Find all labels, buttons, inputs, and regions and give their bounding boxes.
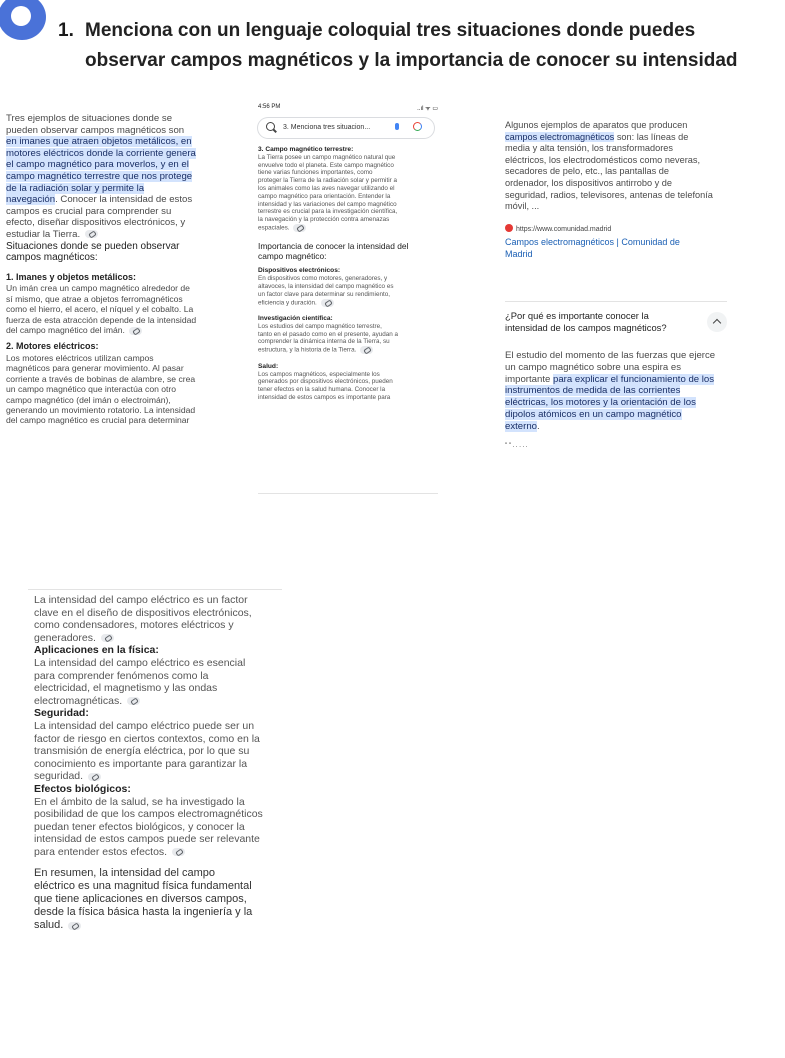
status-time: 4:56 PM bbox=[258, 104, 281, 110]
text-line: sí mismo, que atrae a objetos ferromagnéticos bbox=[6, 293, 183, 304]
text-span: electromagnéticas. bbox=[34, 694, 123, 707]
search-input[interactable]: 3. Menciona tres situacion... bbox=[283, 124, 371, 131]
source-link[interactable]: Campos electromagnéticos | Comunidad de bbox=[505, 237, 680, 248]
text-line: factor de riesgo en ciertos contextos, como en la bbox=[34, 732, 260, 745]
text-line: un campo magnético que interactúa con otro bbox=[6, 384, 177, 395]
text-span: . bbox=[537, 420, 540, 432]
text-line: altavoces, la intensidad del campo magnético es bbox=[258, 283, 394, 291]
text-span: son: las líneas de bbox=[614, 131, 689, 142]
text-line: efecto, diseñar dispositivos electrónicos, y bbox=[6, 217, 186, 229]
link-chip-icon[interactable] bbox=[360, 346, 373, 354]
phone-content bbox=[258, 146, 436, 402]
summary-paragraph bbox=[34, 867, 279, 932]
divider bbox=[28, 589, 282, 590]
section-heading: Aplicaciones en la física: bbox=[34, 644, 159, 657]
left-answer-panel bbox=[6, 113, 226, 426]
link-chip-icon[interactable] bbox=[68, 922, 81, 930]
text-line: como el hierro, el acero, el níquel y el cobalto. La bbox=[6, 304, 194, 315]
text-line: posibilidad de que los campos electromagnéticos bbox=[34, 808, 263, 821]
text-line: desde la física básica hasta la ingeniería y la bbox=[34, 906, 253, 919]
text-line: seguridad, radios, televisores, antenas de telefonía bbox=[505, 189, 713, 200]
text-line: corriente a través de bobinas de alambre, se crea bbox=[6, 373, 196, 384]
faq-answer bbox=[505, 350, 730, 452]
source-favicon-icon bbox=[505, 224, 513, 232]
highlight-text: en imanes que atraen objetos metálicos, en bbox=[6, 136, 192, 148]
item-title: Dispositivos electrónicos: bbox=[258, 267, 341, 275]
text-line: campo magnético para orientación. Entender la bbox=[258, 192, 391, 200]
text-line: El estudio del momento de las fuerzas que ejerce bbox=[505, 350, 716, 361]
text-line: comprender la dinámica interna de la Tierra, su bbox=[258, 338, 390, 346]
highlight-text: eléctricas, los motores y la orientación de los bbox=[505, 397, 696, 409]
text-line: fuerza de esta atracción depende de la intensidad bbox=[6, 314, 197, 325]
item-title: 2. Motores eléctricos: bbox=[6, 341, 99, 352]
section-heading: campos magnéticos: bbox=[6, 252, 98, 264]
status-bar bbox=[258, 104, 438, 110]
text-line: proteger la Tierra de la radiación solar y permitir a bbox=[258, 177, 397, 185]
text-span: espaciales. bbox=[258, 224, 290, 232]
text-line: Un imán crea un campo magnético alrededor de bbox=[6, 283, 190, 294]
text-line: que tiene aplicaciones en diversos campos, bbox=[34, 893, 247, 906]
right-answer-panel bbox=[505, 120, 730, 261]
text-line: un factor clave para determinar su rendimiento, bbox=[258, 290, 390, 298]
highlight-text: de la radiación solar y permite la bbox=[6, 182, 145, 194]
section-heading: Importancia de conocer la intensidad del bbox=[258, 241, 409, 252]
text-line: En el ámbito de la salud, se ha investigado la bbox=[34, 795, 245, 808]
source-link[interactable]: Madrid bbox=[505, 248, 533, 259]
text-line: magnéticos para generar movimiento. Al pasar bbox=[6, 363, 184, 374]
text-span: eficiencia y duración. bbox=[258, 299, 317, 307]
section-heading: Efectos biológicos: bbox=[34, 782, 131, 795]
text-line: puedan tener efectos biológicos, y conocer la bbox=[34, 820, 245, 833]
highlight-text: campo magnético terrestre que nos protege bbox=[6, 170, 193, 182]
text-line: la navegación y la protección contra amenazas bbox=[258, 216, 390, 224]
link-chip-icon[interactable] bbox=[172, 848, 185, 856]
text-span: para entender estos efectos. bbox=[34, 845, 168, 858]
highlight-text: instrumentos de medida de las corrientes bbox=[505, 385, 681, 397]
link-chip-icon[interactable] bbox=[293, 224, 306, 232]
text-span: . Conocer la intensidad de estos bbox=[55, 194, 193, 206]
text-span: generadores. bbox=[34, 631, 96, 644]
text-line: campo magnético (del imán o electroimán), bbox=[6, 394, 171, 405]
link-chip-icon[interactable] bbox=[127, 697, 140, 705]
text-line: electricidad, el magnetismo y las ondas bbox=[34, 682, 218, 695]
text-span: importante bbox=[505, 373, 551, 385]
highlight-text: externo bbox=[505, 420, 537, 432]
text-line: del campo magnético es crucial para determinar bbox=[6, 415, 190, 426]
text-line: intensidad de estos campos puede ser relevante bbox=[34, 833, 260, 846]
text-line: Tres ejemplos de situaciones donde se bbox=[6, 113, 173, 124]
faq-question[interactable]: ¿Por qué es importante conocer la bbox=[505, 310, 649, 321]
highlight-text: motores eléctricos donde la corriente genera bbox=[6, 147, 196, 159]
text-span: salud. bbox=[34, 919, 64, 932]
text-line: Los estudios del campo magnético terrestre, bbox=[258, 322, 382, 330]
search-bar[interactable] bbox=[258, 118, 434, 138]
text-line: generando un movimiento rotatorio. La intensidad bbox=[6, 404, 196, 415]
text-line: envuelve todo el planeta. Este campo magnético bbox=[258, 161, 394, 169]
faq-question[interactable]: intensidad de los campos magnéticos? bbox=[505, 321, 667, 333]
divider bbox=[258, 493, 438, 494]
text-line: clave en el diseño de dispositivos electrónicos, bbox=[34, 606, 252, 619]
highlight-text: para explicar el funcionamiento de los bbox=[553, 373, 715, 385]
text-line: intensidad y las variaciones del campo magnético bbox=[258, 200, 397, 208]
text-line: Algunos ejemplos de aparatos que producen bbox=[505, 120, 688, 130]
text-line: transmisión de energía eléctrica, por lo que su bbox=[34, 745, 250, 758]
bullet-circle-icon bbox=[0, 0, 46, 40]
text-line: campos es crucial para comprender su bbox=[6, 205, 172, 217]
highlight-text: dipolos atómicos en un campo magnético bbox=[505, 408, 682, 420]
highlight-text: campos electromagnéticos bbox=[505, 131, 615, 142]
divider bbox=[505, 301, 727, 302]
highlight-text: el campo magnético para moverlos, y en el bbox=[6, 159, 189, 171]
link-chip-icon[interactable] bbox=[85, 230, 98, 238]
faq-block[interactable] bbox=[505, 310, 730, 333]
truncated-text: " " . . . . . bbox=[505, 442, 528, 449]
item-title: 3. Campo magnético terrestre: bbox=[258, 146, 354, 153]
bottom-answer-panel bbox=[34, 594, 279, 932]
link-chip-icon[interactable] bbox=[129, 327, 142, 335]
text-line: pueden observar campos magnéticos son bbox=[6, 124, 185, 136]
question-line-2: observar campos magnéticos y la importancia de conocer su intensidad bbox=[85, 50, 738, 71]
text-line: secadores de pelo, etc., las pantallas de bbox=[505, 166, 669, 177]
text-line: eléctricos, los electrodomésticos como neveras, bbox=[505, 154, 701, 165]
text-line: En dispositivos como motores, generadores, y bbox=[258, 275, 388, 283]
link-chip-icon[interactable] bbox=[321, 299, 334, 307]
text-line: eléctrico es una magnitud física fundamental bbox=[34, 880, 252, 893]
text-line: como condensadores, motores eléctricos y bbox=[34, 619, 234, 632]
microphone-icon[interactable] bbox=[395, 123, 399, 130]
question-line-1: Menciona con un lenguaje coloquial tres situaciones donde puedes bbox=[85, 20, 696, 41]
text-line: generados por dispositivos electrónicos, pueden bbox=[258, 378, 393, 386]
item-title: Investigación científica: bbox=[258, 315, 333, 323]
text-line: La intensidad del campo eléctrico puede ser un bbox=[34, 719, 255, 732]
text-line: un campo magnético sobre una espira es bbox=[505, 361, 681, 373]
text-line: tanto en el pasado como en el presente, ayudan a bbox=[258, 330, 399, 338]
text-line: media y alta tensión, los transformadores bbox=[505, 143, 674, 154]
item-title: 1. Imanes y objetos metálicos: bbox=[6, 271, 137, 282]
signal-battery-icon: ..ıl ᯤ ▭ bbox=[417, 106, 438, 112]
text-span: estudiar la Tierra. bbox=[6, 228, 81, 240]
text-line: En resumen, la intensidad del campo bbox=[34, 867, 215, 880]
section-heading: campo magnético: bbox=[258, 251, 327, 262]
text-line: Los motores eléctricos utilizan campos bbox=[6, 352, 154, 363]
highlight-text: navegación bbox=[6, 194, 56, 206]
chevron-up-icon[interactable] bbox=[707, 312, 727, 332]
text-line: terrestre es crucial para la investigación científica, bbox=[258, 208, 398, 216]
text-line: tiene varias funciones importantes, como bbox=[258, 169, 373, 177]
text-line: ordenador, los dispositivos antirrobo y de bbox=[505, 177, 673, 188]
text-span: seguridad. bbox=[34, 770, 84, 783]
text-line: La intensidad del campo eléctrico es un factor bbox=[34, 594, 248, 606]
text-line: conocimiento es importante para garantizar la bbox=[34, 757, 248, 770]
item-title: Salud: bbox=[258, 362, 279, 370]
search-icon[interactable] bbox=[266, 122, 275, 131]
text-line: intensidad de estos campos es importante para bbox=[258, 393, 391, 401]
text-line: para comprender fenómenos como la bbox=[34, 669, 209, 682]
text-span: del campo magnético del imán. bbox=[6, 324, 125, 335]
question-number: 1. bbox=[58, 20, 74, 41]
section-heading: Seguridad: bbox=[34, 707, 89, 720]
text-line: La Tierra posee un campo magnético natural que bbox=[258, 153, 396, 161]
text-line: los animales como las aves navegar utilizando el bbox=[258, 184, 395, 192]
text-line: Los campos magnéticos, especialmente los bbox=[258, 370, 380, 378]
link-chip-icon[interactable] bbox=[101, 634, 114, 642]
lens-icon[interactable] bbox=[413, 122, 422, 131]
text-line: móvil, ... bbox=[505, 201, 540, 212]
source-url[interactable]: https://www.comunidad.madrid bbox=[516, 225, 612, 233]
link-chip-icon[interactable] bbox=[88, 773, 101, 781]
text-span: estructura, y la historia de la Tierra. bbox=[258, 346, 357, 354]
text-line: tener efectos en la salud humana. Conocer la bbox=[258, 386, 386, 394]
text-line: La intensidad del campo eléctrico es esencial bbox=[34, 656, 246, 669]
section-heading: Situaciones donde se pueden observar bbox=[6, 240, 180, 252]
